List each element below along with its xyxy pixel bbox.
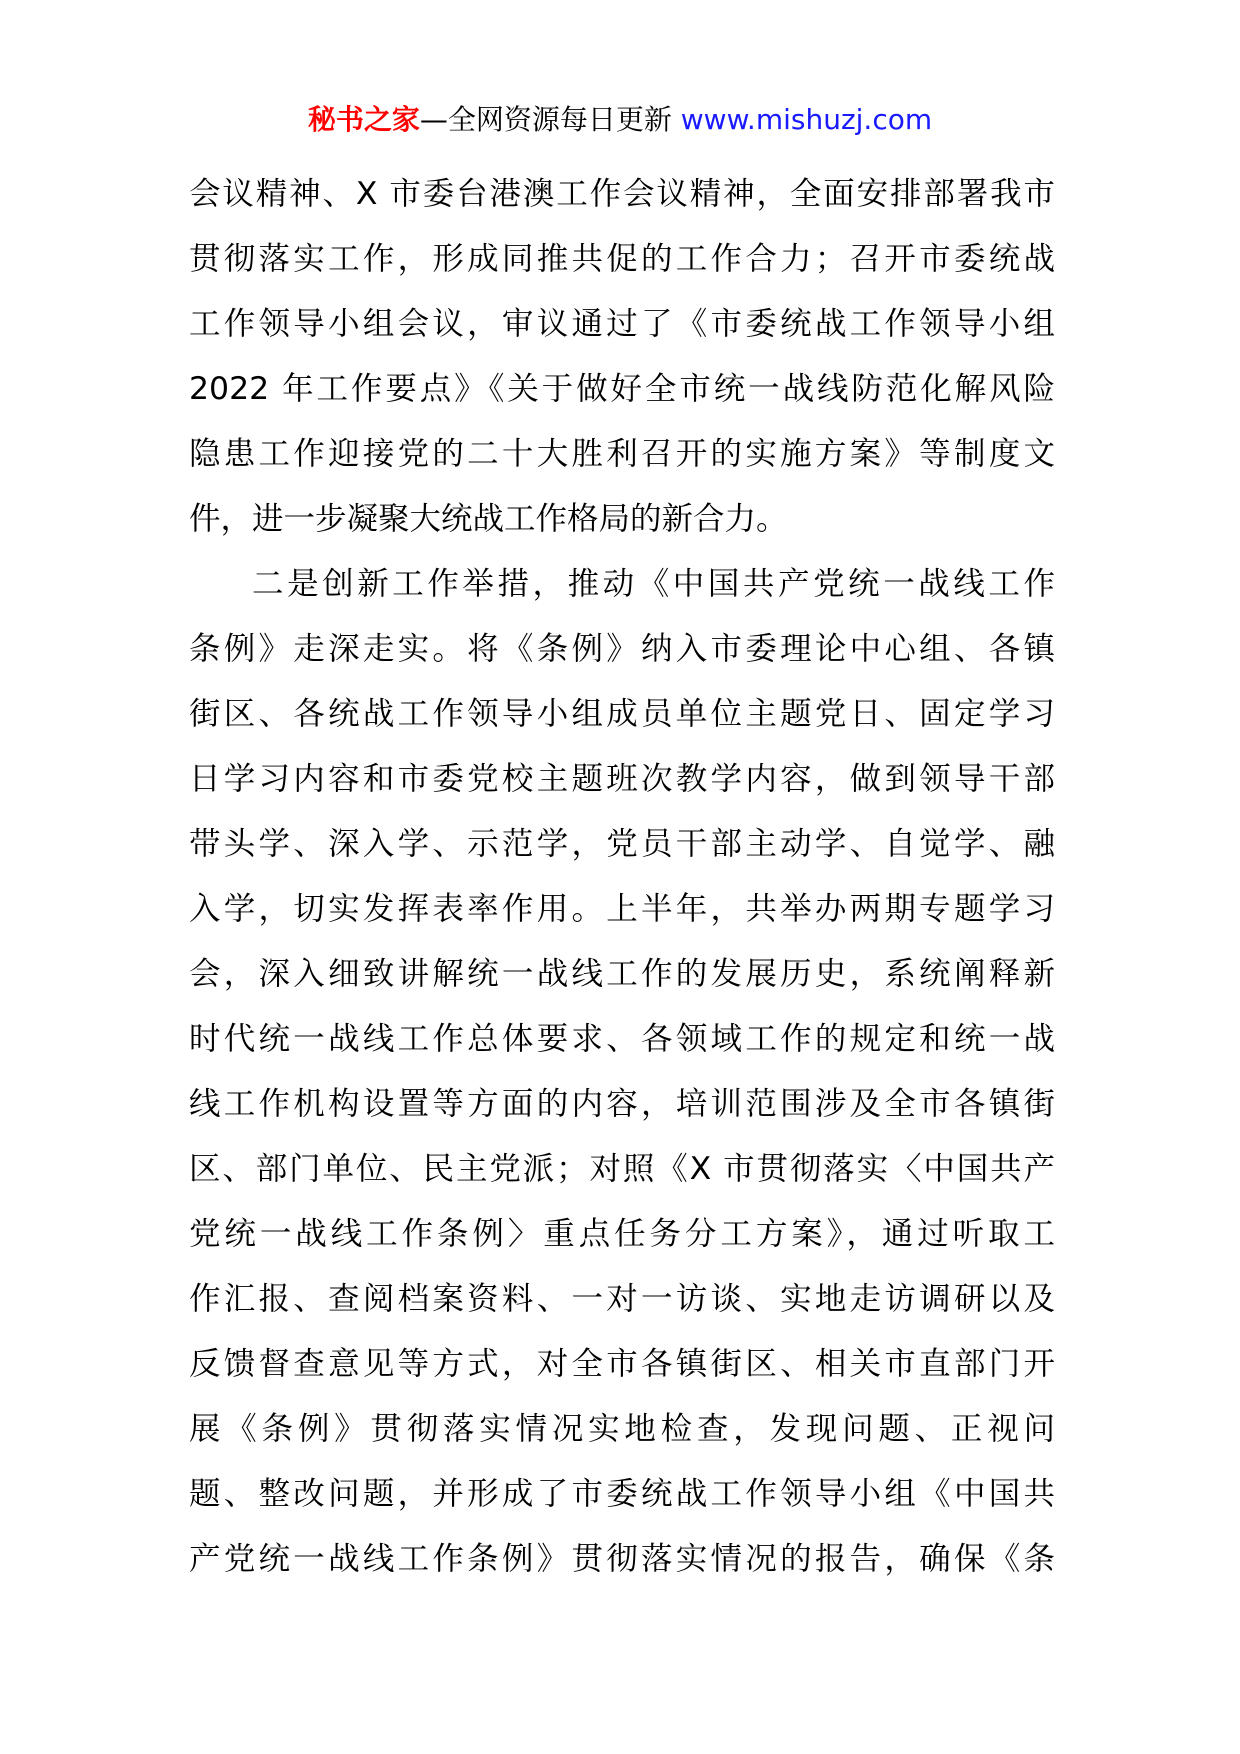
text-line: 工作领导小组会议，审议通过了《市委统战工作领导小组 — [189, 306, 1055, 342]
text-line: 件，进一步凝聚大统战工作格局的新合力。 — [189, 501, 788, 537]
brand-name: 秘书之家 — [307, 103, 420, 136]
text-line: 条例》走深走实。将《条例》纳入市委理论中心组、各镇 — [189, 631, 1055, 667]
text-line: 展《条例》贯彻落实情况实地检查，发现问题、正视问 — [189, 1411, 1055, 1447]
text-line: 反馈督查意见等方式，对全市各镇街区、相关市直部门开 — [189, 1346, 1055, 1382]
text-line: 党统一战线工作条例〉重点任务分工方案》，通过听取工 — [189, 1216, 1055, 1252]
text-line: 入学，切实发挥表率作用。上半年，共举办两期专题学习 — [189, 891, 1055, 927]
text-line: 隐患工作迎接党的二十大胜利召开的实施方案》等制度文 — [189, 436, 1055, 472]
text-line: 带头学、深入学、示范学，党员干部主动学、自觉学、融 — [189, 826, 1055, 862]
text-line: 街区、各统战工作领导小组成员单位主题党日、固定学习 — [189, 696, 1055, 732]
text-line: 2022 年工作要点》《关于做好全市统一战线防范化解风险 — [189, 371, 1055, 407]
website-link[interactable]: www.mishuzj.com — [680, 103, 933, 136]
text-line: 时代统一战线工作总体要求、各领域工作的规定和统一战 — [189, 1021, 1055, 1057]
text-line: 日学习内容和市委党校主题班次教学内容，做到领导干部 — [189, 761, 1055, 797]
text-line: 题、整改问题，并形成了市委统战工作领导小组《中国共 — [189, 1476, 1055, 1512]
text-line: 产党统一战线工作条例》贯彻落实情况的报告，确保《条 — [189, 1541, 1055, 1577]
text-line: 线工作机构设置等方面的内容，培训范围涉及全市各镇街 — [189, 1086, 1055, 1122]
header-tagline: —全网资源每日更新 — [419, 103, 681, 136]
document-body — [189, 162, 1055, 1592]
watermark-header — [0, 100, 1240, 140]
text-line: 区、部门单位、民主党派；对照《X 市贯彻落实〈中国共产 — [189, 1151, 1055, 1187]
text-line: 作汇报、查阅档案资料、一对一访谈、实地走访调研以及 — [189, 1281, 1055, 1317]
text-line: 贯彻落实工作，形成同推共促的工作合力；召开市委统战 — [189, 241, 1055, 277]
text-line: 会议精神、X 市委台港澳工作会议精神，全面安排部署我市 — [189, 176, 1055, 212]
paragraph-first-line: 二是创新工作举措，推动《中国共产党统一战线工作 — [252, 566, 1055, 602]
text-line: 会，深入细致讲解统一战线工作的发展历史，系统阐释新 — [189, 956, 1055, 992]
